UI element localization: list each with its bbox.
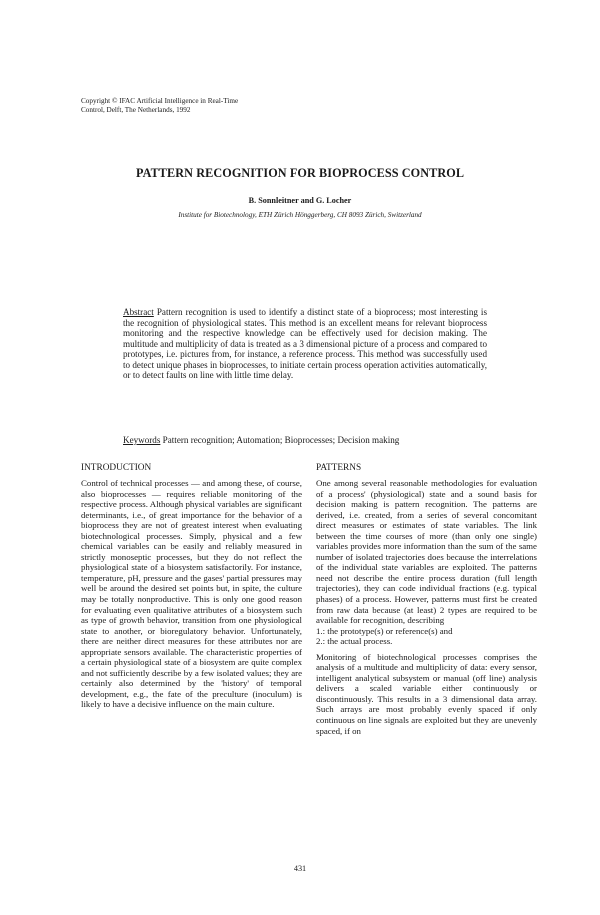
copyright-line: Control, Delft, The Netherlands, 1992: [81, 105, 191, 114]
keywords: [123, 435, 503, 446]
copyright-line: Copyright © IFAC Artificial Intelligence in Real-Time: [81, 97, 239, 105]
abstract: [123, 307, 487, 381]
introduction-paragraph: Control of technical processes — and among these, of course, also bioprocesses — requires reliable monitoring of the respective process. Although physical variables are significant determinants, i.e., of great importance for the behavior of a bioprocess they are not of greatest interest when evaluating biotechnological processes. Simply, physical and a few chemical variables can be easily and reliably measured in strictly monoseptic processes, but they do not reflect the physiological state of a biosystem satisfactorily. For instance, temperature, pH, pressure and the gases' partial pressures may well be around the desired set points but, in spite, the culture may be totally nonproductive. This is only one good reason for evaluating even qualitative attributes of a biosystem such as type of growth behavior, transition from one physiological state to another, or bioregulatory behavior. Unfortunately, there are neither direct measures for these attributes nor are appropriate sensors available. The characteristic properties of a certain physiological state of a biosystem are quite complex and not sufficiently describe by a few isolated values; they are certainly also determined by the 'history' of temporal development, e.g., the fate of the preculture (inoculum) is likely to have a decisive influence on the main culture.: [81, 478, 302, 710]
abstract-label: Abstract: [123, 307, 154, 317]
page-number: 431: [293, 864, 307, 873]
patterns-heading: PATTERNS: [316, 463, 362, 473]
column-right: [316, 463, 537, 736]
patterns-paragraph-2: Monitoring of biotechnological processes comprises the analysis of a multitude and multiplicity of data: every sensor, intelligent analytical subsystem or manual (off line) analysis delivers a scaled variable either continuously or discontinuously. This results in a 3 dimensional data array. Such arrays are most probably evenly spaced if only continuous on line signals are exploited but they are unevenly spaced, if on: [316, 651, 537, 736]
introduction-heading: INTRODUCTION: [81, 463, 152, 473]
abstract-text: Pattern recognition is used to identify a distinct state of a bioprocess; most interesting is the recognition of physiological states. This method is an excellent means for relevant bioprocess monitoring and the respective knowledge can be effectively used for decision making. The multitude and multiplicity of data is treated as a 3 dimensional picture of a process and compared to prototypes, i.e. pictures from, for instance, a reference process. This method was successfully used to detect unique phases in bioprocesses, to initiate certain process operation activities automatically, or to detect faults on line with little time delay.: [123, 307, 487, 381]
copyright-notice: [81, 97, 321, 114]
authors: B. Sonnleitner and G. Locher: [248, 196, 352, 205]
column-left: [81, 463, 302, 710]
patterns-paragraph-1: One among several reasonable methodologies for evaluation of a process' (physiological) state and a sound basis for decision making is pattern recognition. The patterns are derived, i.e. created, from a series of several concomitant direct measures or estimates of state variables. The link between the time courses of more (than only one single) variables provides more information than the sum of the same number of isolated trajectories does because the interrelations of the individual state variables are exploited. The patterns need not describe the entire process duration (full length trajectories), they can code individual fractions (e.g. typical phases) of a process. However, patterns must first be created from raw data because (at least) 2 types are required to be available for recognition, describing: [316, 478, 537, 626]
paper-title: PATTERN RECOGNITION FOR BIOPROCESS CONTROL: [135, 166, 465, 180]
keywords-label: Keywords: [123, 435, 161, 445]
keywords-text: Pattern recognition; Automation; Bioprocesses; Decision making: [162, 435, 400, 445]
list-item: 1.: the prototype(s) or reference(s) and: [316, 625, 453, 636]
affiliation: Institute for Biotechnology, ETH Zürich Hönggerberg, CH 8093 Zürich, Switzerland: [178, 211, 422, 219]
list-item: 2.: the actual process.: [316, 636, 393, 647]
